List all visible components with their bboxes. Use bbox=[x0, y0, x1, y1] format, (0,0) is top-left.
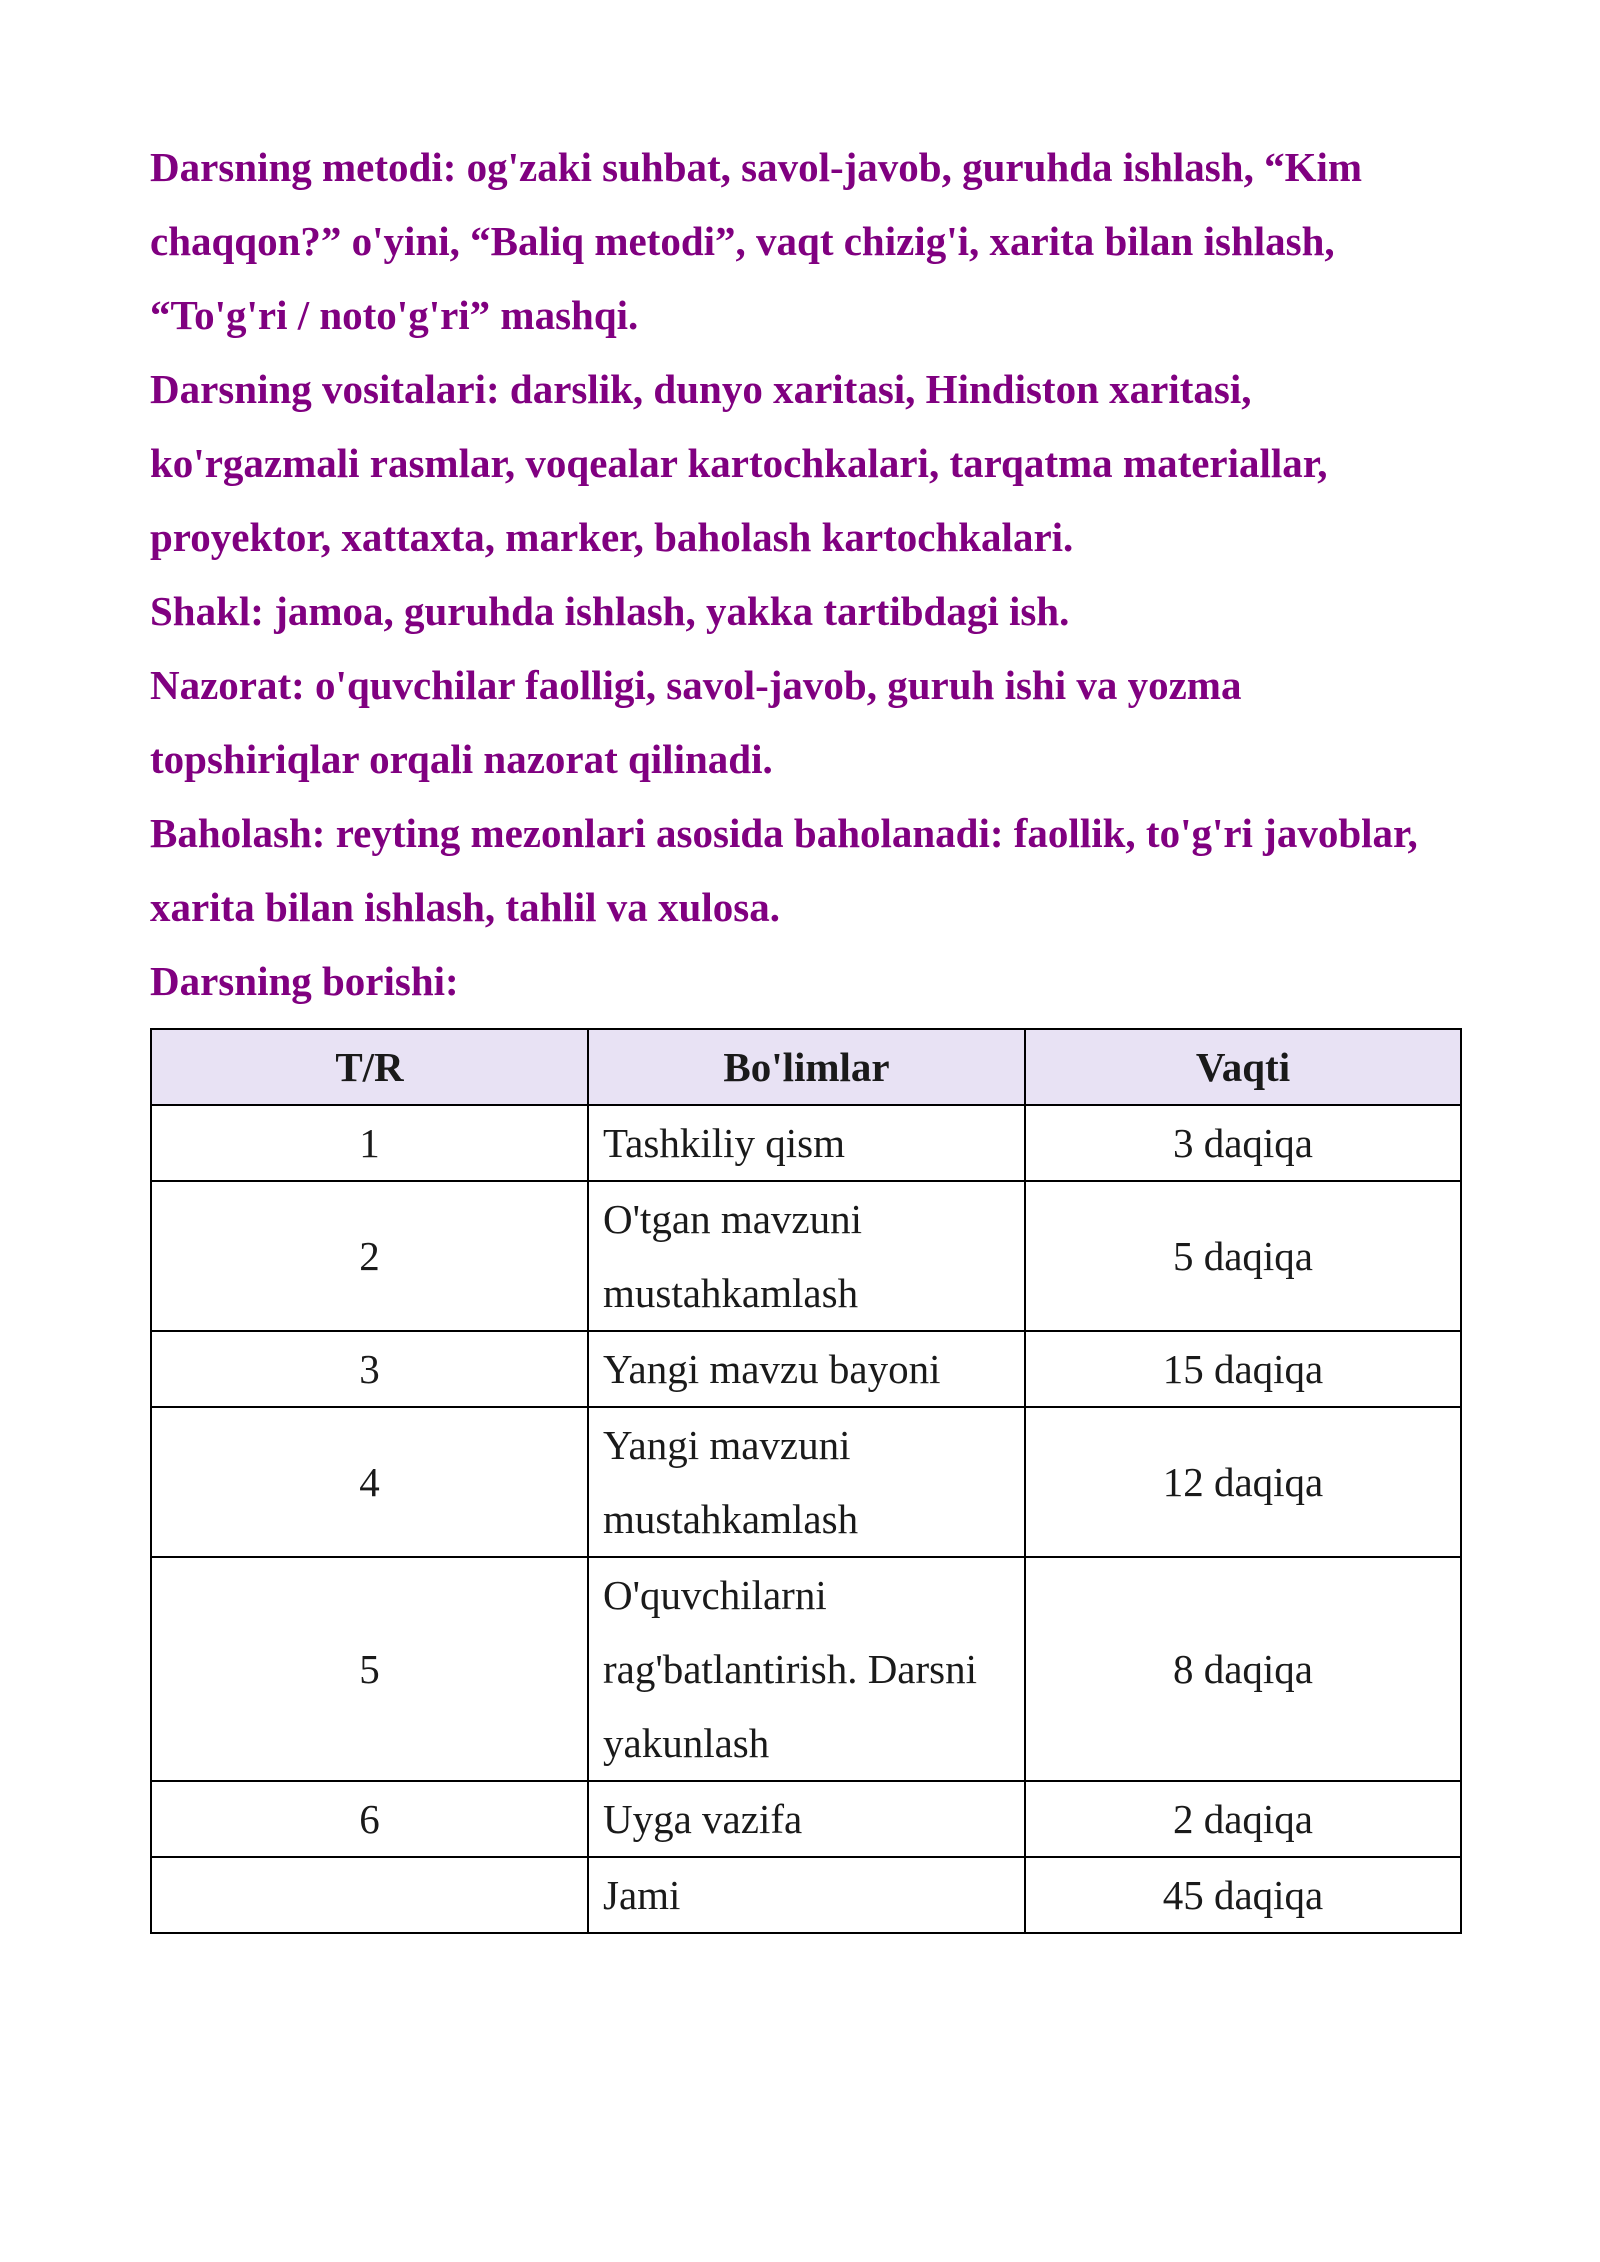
row-number: 1 bbox=[151, 1105, 588, 1181]
row-time: 5 daqiqa bbox=[1025, 1181, 1461, 1331]
row-time: 15 daqiqa bbox=[1025, 1331, 1461, 1407]
row-number: 5 bbox=[151, 1557, 588, 1781]
table-header-row bbox=[151, 1029, 1461, 1105]
table-row-total bbox=[151, 1857, 1461, 1933]
paragraph-assessment: Baholash: reyting mezonlari asosida baholanadi: faollik, to'g'ri javoblar, xarita bilan ishlash, tahlil va xulosa. bbox=[150, 810, 1418, 930]
row-section: O'quvchilarni rag'batlantirish. Darsni yakunlash bbox=[588, 1557, 1025, 1781]
header-section: Bo'limlar bbox=[588, 1029, 1025, 1105]
row-time: 2 daqiqa bbox=[1025, 1781, 1461, 1857]
row-time: 45 daqiqa bbox=[1025, 1857, 1461, 1933]
row-time: 8 daqiqa bbox=[1025, 1557, 1461, 1781]
row-section: Yangi mavzuni mustahkamlash bbox=[588, 1407, 1025, 1557]
row-time: 3 daqiqa bbox=[1025, 1105, 1461, 1181]
lesson-schedule-table bbox=[150, 1028, 1462, 1934]
row-number: 6 bbox=[151, 1781, 588, 1857]
row-number: 4 bbox=[151, 1407, 588, 1557]
paragraph-tools: Darsning vositalari: darslik, dunyo xaritasi, Hindiston xaritasi, ko'rgazmali rasmlar, voqealar kartochkalari, tarqatma materiallar, proyektor, xattaxta, marker, baholash kartochkalari. bbox=[150, 366, 1328, 560]
row-time: 12 daqiqa bbox=[1025, 1407, 1461, 1557]
header-time: Vaqti bbox=[1025, 1029, 1461, 1105]
row-section: Tashkiliy qism bbox=[588, 1105, 1025, 1181]
table-row bbox=[151, 1781, 1461, 1857]
table-row bbox=[151, 1407, 1461, 1557]
table-row bbox=[151, 1181, 1461, 1331]
table-row bbox=[151, 1105, 1461, 1181]
document-page bbox=[150, 130, 1460, 1934]
row-section: Jami bbox=[588, 1857, 1025, 1933]
table-row bbox=[151, 1331, 1461, 1407]
header-number: T/R bbox=[151, 1029, 588, 1105]
paragraph-control: Nazorat: o'quvchilar faolligi, savol-javob, guruh ishi va yozma topshiriqlar orqali nazorat qilinadi. bbox=[150, 662, 1242, 782]
row-section: O'tgan mavzuni mustahkamlash bbox=[588, 1181, 1025, 1331]
row-number: 2 bbox=[151, 1181, 588, 1331]
paragraph-form: Shakl: jamoa, guruhda ishlash, yakka tartibdagi ish. bbox=[150, 588, 1070, 634]
row-number: 3 bbox=[151, 1331, 588, 1407]
row-number bbox=[151, 1857, 588, 1933]
row-section: Yangi mavzu bayoni bbox=[588, 1331, 1025, 1407]
row-section: Uyga vazifa bbox=[588, 1781, 1025, 1857]
paragraph-method: Darsning metodi: og'zaki suhbat, savol-javob, guruhda ishlash, “Kim chaqqon?” o'yini, “Baliq metodi”, vaqt chizig'i, xarita bilan ishlash, “To'g'ri / noto'g'ri” mashqi. bbox=[150, 144, 1363, 338]
paragraph-lesson-progress: Darsning borishi: bbox=[150, 958, 459, 1004]
table-row bbox=[151, 1557, 1461, 1781]
